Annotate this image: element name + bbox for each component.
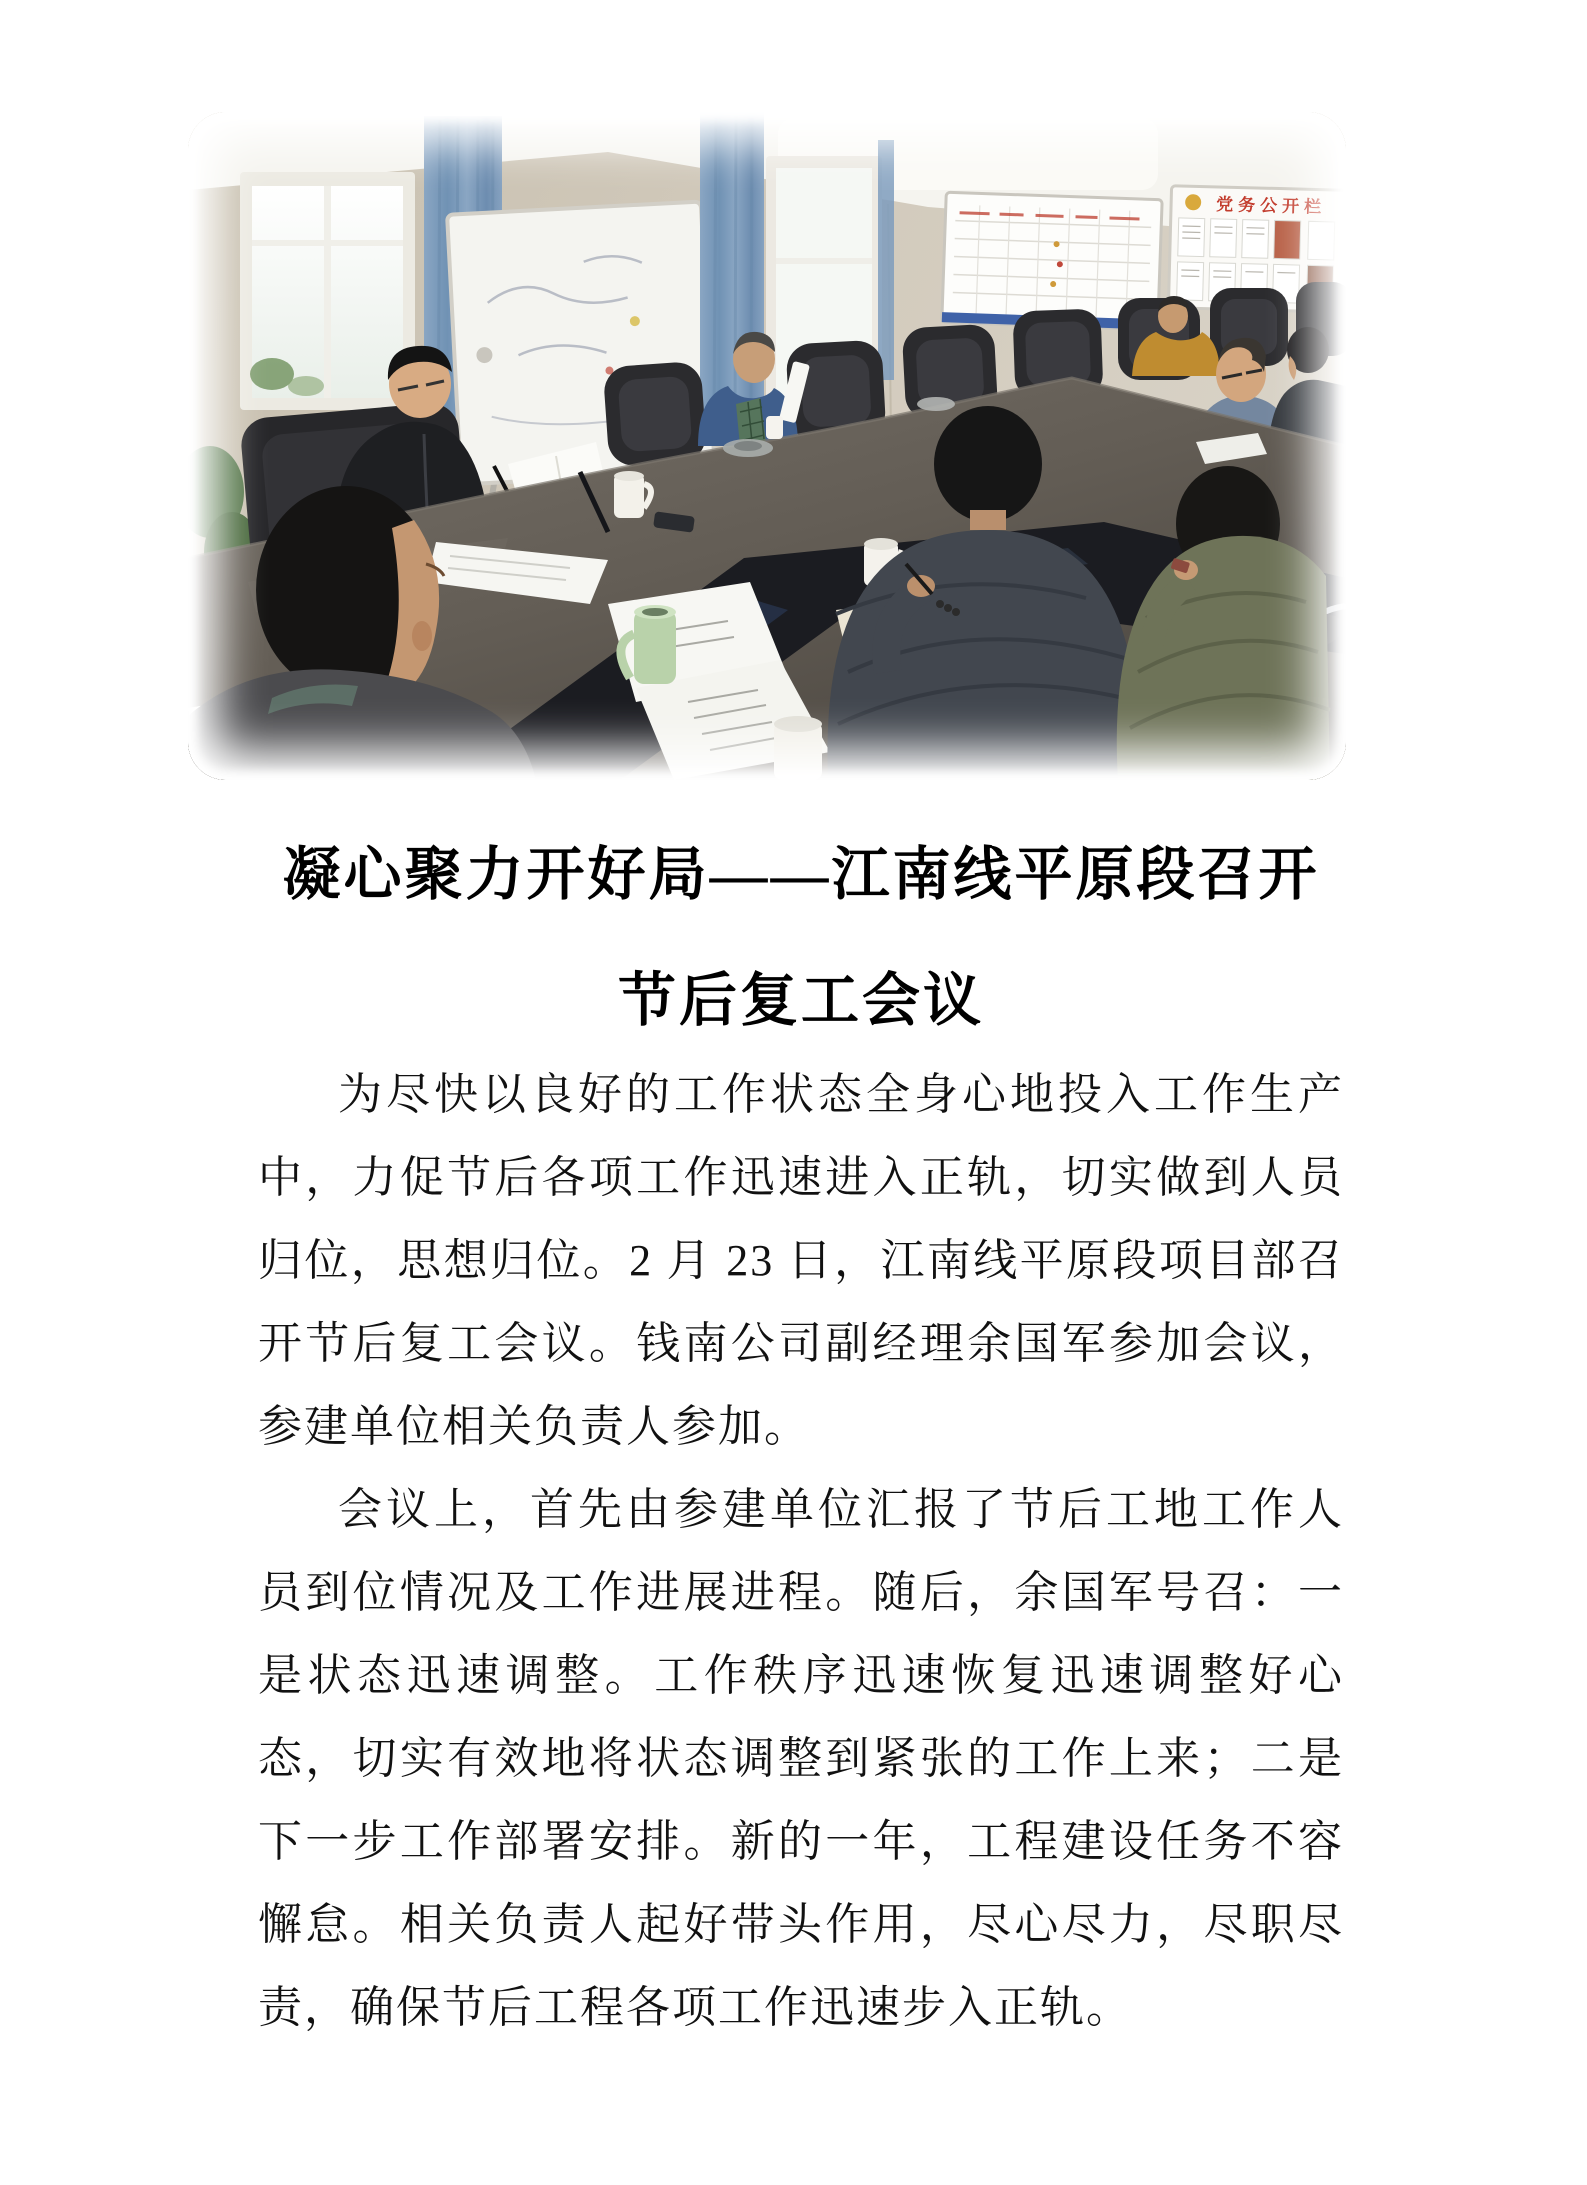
green-mug <box>634 610 676 684</box>
office-chair <box>603 361 708 468</box>
article-title <box>258 812 1344 1064</box>
meeting-photo <box>188 112 1346 780</box>
glass-ashtray <box>917 397 955 411</box>
article-body <box>258 1053 1344 2049</box>
article-title-line-1: 凝心聚力开好局——江南线平原段召开 <box>282 842 1320 907</box>
body-paragraph-2: 会议上，首先由参建单位汇报了节后工地工作人员到位情况及工作进展进程。随后，余国军号召：一是状态迅速调整。工作秩序迅速恢复迅速调整好心态，切实有效地将状态调整到紧张的工作上来；二是下一步工作部署安排。新的一年，工程建设任务不容懈怠。相关负责人起好带头作用，尽心尽力，尽职尽责，确保节后工程各项工作迅速步入正轨。 <box>258 1485 1344 2032</box>
ear <box>412 621 432 651</box>
party-board-title: 党务公开栏 <box>1215 194 1327 217</box>
small-cup <box>766 416 783 439</box>
article-title-line-2: 节后复工会议 <box>617 968 984 1033</box>
window-foliage <box>250 358 294 390</box>
neck <box>970 510 1006 530</box>
meeting-room-scene <box>188 112 1346 780</box>
hair <box>934 406 1042 522</box>
curtain-sliver <box>878 140 894 380</box>
body-paragraph-1: 为尽快以良好的工作状态全身心地投入工作生产中，力促节后各项工作迅速进入正轨，切实做到人员归位，思想归位。2 月 23 日，江南线平原段项目部召开节后复工会议。钱南公司副经理余国军参加会议，参建单位相关负责人参加。 <box>258 1070 1344 1451</box>
